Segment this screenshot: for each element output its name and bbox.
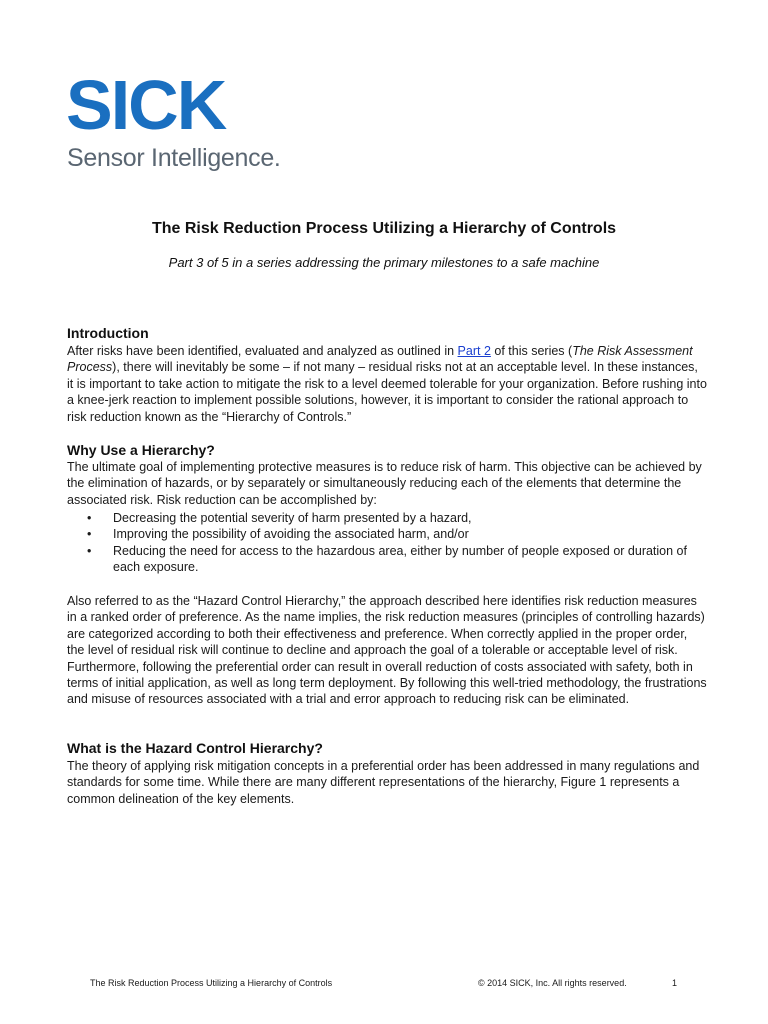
introduction-heading: Introduction (67, 325, 149, 341)
intro-text-before-link: After risks have been identified, evaluated and analyzed as outlined in (67, 344, 458, 358)
hazard-control-hierarchy-paragraph: Also referred to as the “Hazard Control Hierarchy,” the approach described here identifies risk reduction measures in a ranked order of preference. As the name implies, the risk reduction measures (principles of controlling hazards) are categorized according to both their effectiveness and preference. When correctly applied in the proper order, the level of residual risk will continue to decline and approach the goal of a tolerable or acceptable level of risk. Furthermore, following the preferential order can result in overall reduction of costs associated with safety, both in terms of initial application, as well as long term deployment. By following this well-tried methodology, the frustrations and misuse of resources associated with a trial and error approach to reducing risk can be eliminated. (67, 594, 707, 707)
document-title: The Risk Reduction Process Utilizing a Hierarchy of Controls (151, 220, 617, 237)
bullet-text: Improving the possibility of avoiding the associated harm, and/or (113, 527, 469, 542)
bullet-text: Reducing the need for access to the hazardous area, either by number of people exposed or duration of each exposure. (113, 543, 687, 575)
bullet-text: Decreasing the potential severity of harm presented by a hazard, (113, 511, 472, 525)
logo-wordmark: SICK (66, 66, 226, 144)
footer-title: The Risk Reduction Process Utilizing a Hierarchy of Controls (90, 978, 333, 988)
what-is-hierarchy-heading: What is the Hazard Control Hierarchy? (67, 740, 323, 756)
bullet-dot-icon: • (87, 527, 92, 542)
bullet-item (87, 543, 707, 576)
why-hierarchy-heading: Why Use a Hierarchy? (67, 442, 215, 458)
logo-tagline: Sensor Intelligence. (67, 144, 281, 172)
introduction-paragraph (67, 343, 707, 425)
what-is-hierarchy-paragraph: The theory of applying risk mitigation concepts in a preferential order has been addressed in many regulations and standards for some time. While there are many different representations of the hierarchy, Figure 1 represents a common delineation of the key elements. (67, 759, 700, 806)
sick-logo (66, 66, 306, 178)
footer-page-number: 1 (672, 978, 678, 988)
intro-text-after-link: of this series ( (490, 344, 573, 358)
part-2-link[interactable]: Part 2 (457, 344, 491, 358)
document-subtitle: Part 3 of 5 in a series addressing the primary milestones to a safe machine (168, 255, 600, 270)
intro-text-rest: ), there will inevitably be some – if not many – residual risks not at an acceptable level. In these instances, it is important to take action to mitigate the risk to a level deemed tolerable for your organization. Before rushing into a knee-jerk reaction to implement possible solutions, however, it is important to consider the rational approach to risk reduction known as the “Hierarchy of Controls.” (67, 360, 707, 424)
why-hierarchy-paragraph: The ultimate goal of implementing protective measures is to reduce risk of harm. This objective can be achieved by the elimination of hazards, or by separately or simultaneously reducing each of the elements that determine the associated risk. Risk reduction can be accomplished by: (67, 460, 702, 507)
bullet-item (87, 526, 707, 542)
risk-reduction-bullet-list (87, 510, 707, 576)
footer-copyright: © 2014 SICK, Inc. All rights reserved. (478, 978, 627, 988)
bullet-dot-icon: • (87, 511, 92, 525)
intro-italic-reference: The Risk Assessment Process (67, 344, 693, 375)
bullet-item (87, 510, 707, 526)
bullet-dot-icon: • (87, 543, 92, 558)
